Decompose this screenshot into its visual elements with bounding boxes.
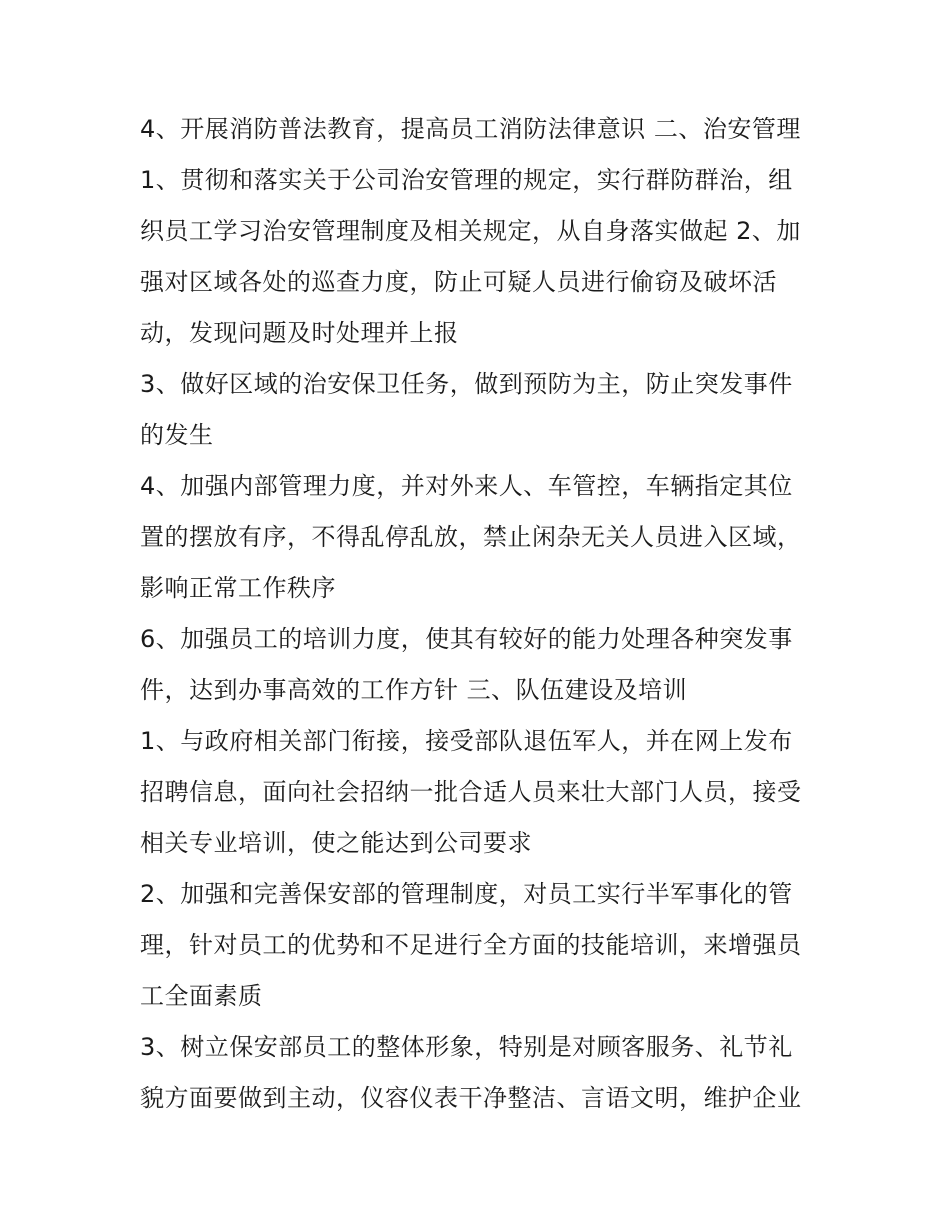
text-line: 4、开展消防普法教育，提高员工消防法律意识 二、治安管理 — [140, 115, 801, 143]
text-line: 工全面素质 — [140, 982, 263, 1010]
text-line: 3、做好区域的治安保卫任务，做到预防为主，防止突发事件 — [140, 370, 793, 398]
text-line: 动，发现问题及时处理并上报 — [140, 319, 459, 347]
text-line: 相关专业培训，使之能达到公司要求 — [140, 829, 532, 857]
document-body — [140, 104, 830, 1124]
text-line: 置的摆放有序，不得乱停乱放，禁止闲杂无关人员进入区域， — [140, 523, 802, 551]
text-line: 6、加强员工的培训力度，使其有较好的能力处理各种突发事 — [140, 625, 793, 653]
text-line: 的发生 — [140, 421, 214, 449]
text-line: 影响正常工作秩序 — [140, 574, 336, 602]
text-line: 招聘信息，面向社会招纳一批合适人员来壮大部门人员，接受 — [140, 778, 802, 806]
text-line: 织员工学习治安管理制度及相关规定，从自身落实做起 2、加 — [140, 217, 801, 245]
text-line: 2、加强和完善保安部的管理制度，对员工实行半军事化的管 — [140, 880, 793, 908]
text-line: 件，达到办事高效的工作方针 三、队伍建设及培训 — [140, 676, 688, 704]
text-line: 3、树立保安部员工的整体形象，特别是对顾客服务、礼节礼 — [140, 1033, 793, 1061]
text-line: 强对区域各处的巡查力度，防止可疑人员进行偷窃及破坏活 — [140, 268, 777, 296]
text-line: 1、与政府相关部门衔接，接受部队退伍军人，并在网上发布 — [140, 727, 793, 755]
text-line: 4、加强内部管理力度，并对外来人、车管控，车辆指定其位 — [140, 472, 793, 500]
text-line: 1、贯彻和落实关于公司治安管理的规定，实行群防群治，组 — [140, 166, 793, 194]
text-line: 貌方面要做到主动，仪容仪表干净整洁、言语文明，维护企业 — [140, 1084, 802, 1112]
text-line: 理，针对员工的优势和不足进行全方面的技能培训，来增强员 — [140, 931, 802, 959]
